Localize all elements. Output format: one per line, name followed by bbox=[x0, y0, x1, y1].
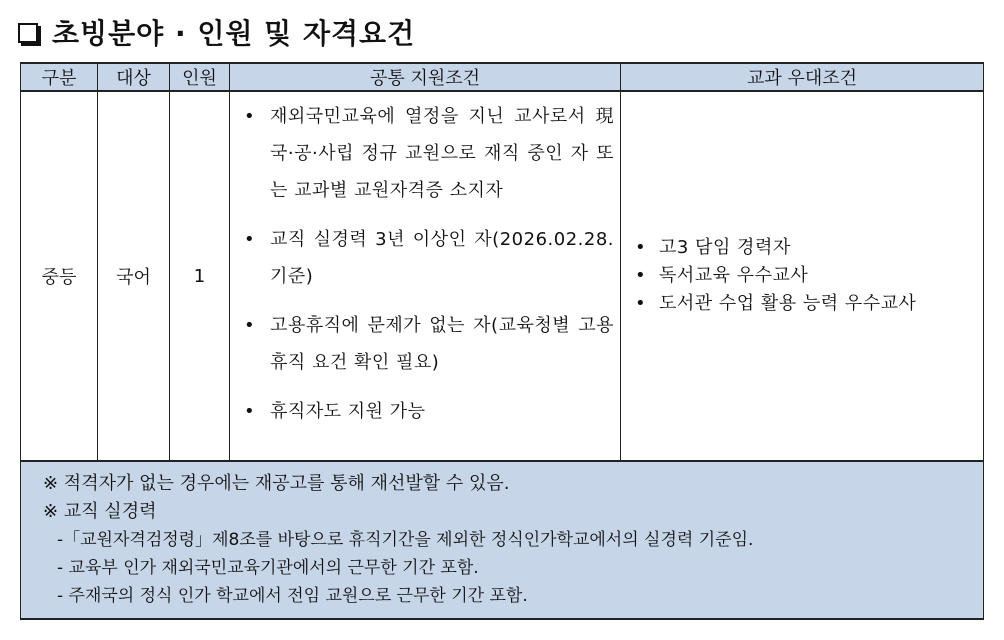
notes-row bbox=[21, 461, 984, 619]
header-count: 인원 bbox=[170, 63, 230, 91]
section-title bbox=[18, 12, 415, 52]
list-item: • 교직 실경력 3년 이상인 자(2026.02.28.기준) bbox=[238, 221, 614, 295]
list-item: • 재외국민교육에 열정을 지닌 교사로서 現 국·공·사립 정규 교원으로 재직 중인 자 또는 교과별 교원자격증 소지자 bbox=[238, 98, 614, 209]
table-row bbox=[21, 91, 984, 461]
header-category: 구분 bbox=[21, 63, 98, 91]
header-target: 대상 bbox=[98, 63, 170, 91]
note-experience-heading: ※ 교직 실경력 bbox=[43, 501, 157, 522]
section-title-text: 초빙분야 · 인원 및 자격요건 bbox=[52, 17, 416, 50]
list-item: • 도서관 수업 활용 능력 우수교사 bbox=[629, 290, 983, 318]
list-item: • 휴직자도 지원 가능 bbox=[238, 393, 614, 430]
preferred-conditions-list bbox=[621, 234, 983, 318]
common-requirements-list bbox=[230, 92, 620, 430]
header-common-requirements: 공통 지원조건 bbox=[230, 63, 621, 91]
cell-count: 1 bbox=[170, 91, 230, 461]
note-experience-detail: -「교원자격검정령」제8조를 바탕으로 휴직기간을 제외한 정식인가학교에서의 실경력 기준임. bbox=[57, 530, 754, 550]
note-reannouncement: ※ 적격자가 없는 경우에는 재공고를 통해 재선발할 수 있음. bbox=[43, 473, 510, 494]
cell-target: 국어 bbox=[98, 91, 170, 461]
cell-common-requirements bbox=[230, 91, 621, 461]
checkbox-icon bbox=[18, 23, 38, 43]
cell-category: 중등 bbox=[21, 91, 98, 461]
notes-cell bbox=[21, 461, 984, 619]
recruitment-table bbox=[20, 62, 984, 620]
list-item: • 고용휴직에 문제가 없는 자(교육청별 고용휴직 요건 확인 필요) bbox=[238, 307, 614, 381]
header-preferred-conditions: 교과 우대조건 bbox=[621, 63, 984, 91]
list-item: • 독서교육 우수교사 bbox=[629, 262, 983, 290]
note-experience-detail: - 교육부 인가 재외국민교육기관에서의 근무한 기간 포함. bbox=[57, 558, 479, 578]
table-header-row bbox=[21, 63, 984, 91]
note-experience-detail: - 주재국의 정식 인가 학교에서 전임 교원으로 근무한 기간 포함. bbox=[57, 586, 528, 606]
list-item: • 고3 담임 경력자 bbox=[629, 234, 983, 262]
cell-preferred-conditions bbox=[621, 91, 984, 461]
